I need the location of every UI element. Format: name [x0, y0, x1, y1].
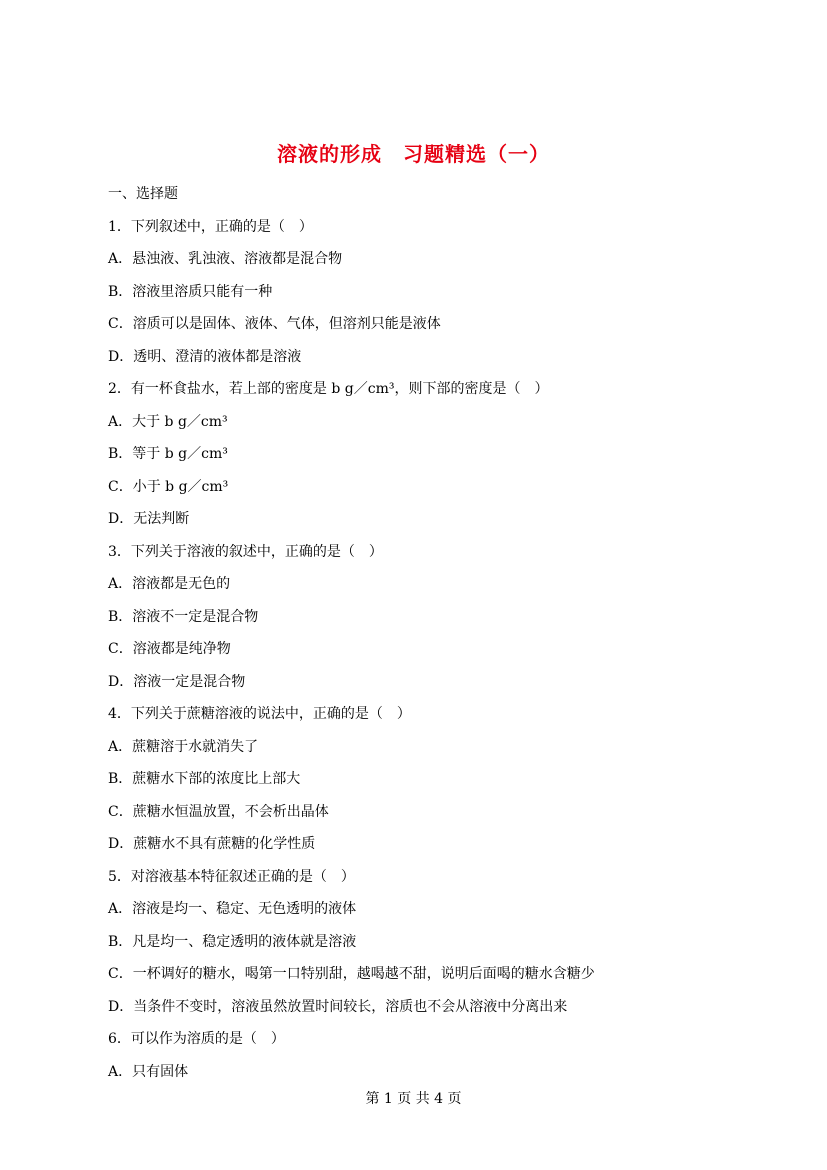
option-3a: A．溶液都是无色的: [108, 576, 231, 592]
option-2d: D．无法判断: [108, 511, 190, 527]
option-5d: D．当条件不变时，溶液虽然放置时间较长，溶质也不会从溶液中分离出来: [108, 999, 568, 1015]
page-title: 溶液的形成 习题精选（一）: [277, 142, 550, 166]
option-4a: A．蔗糖溶于水就消失了: [108, 739, 259, 755]
question-2: 2．有一杯食盐水，若上部的密度是 b g／cm³，则下部的密度是（ ）: [108, 381, 549, 397]
section-heading: 一、选择题: [108, 186, 178, 202]
option-5a: A．溶液是均一、稳定、无色透明的液体: [108, 901, 357, 917]
option-2c: C．小于 b g／cm³: [108, 479, 229, 495]
question-3: 3．下列关于溶液的叙述中，正确的是（ ）: [108, 544, 383, 560]
option-2a: A．大于 b g／cm³: [108, 414, 228, 430]
question-5: 5．对溶液基本特征叙述正确的是（ ）: [108, 869, 355, 885]
option-1a: A．悬浊液、乳浊液、溶液都是混合物: [108, 251, 343, 267]
option-3c: C．溶液都是纯净物: [108, 641, 231, 657]
option-2b: B．等于 b g／cm³: [108, 446, 228, 462]
question-1: 1．下列叙述中，正确的是（ ）: [108, 219, 313, 235]
option-1d: D．透明、澄清的液体都是溶液: [108, 349, 302, 365]
option-3b: B．溶液不一定是混合物: [108, 609, 259, 625]
question-4: 4．下列关于蔗糖溶液的说法中，正确的是（ ）: [108, 706, 411, 722]
page-footer: 第 1 页 共 4 页: [365, 1091, 462, 1107]
option-4b: B．蔗糖水下部的浓度比上部大: [108, 771, 301, 787]
question-6: 6．可以作为溶质的是（ ）: [108, 1031, 285, 1047]
option-1b: B．溶液里溶质只能有一种: [108, 284, 273, 300]
option-1c: C．溶质可以是固体、液体、气体，但溶剂只能是液体: [108, 316, 441, 332]
option-4d: D．蔗糖水不具有蔗糖的化学性质: [108, 836, 316, 852]
option-4c: C．蔗糖水恒温放置，不会析出晶体: [108, 804, 329, 820]
option-3d: D．溶液一定是混合物: [108, 674, 246, 690]
option-5b: B．凡是均一、稳定透明的液体就是溶液: [108, 934, 357, 950]
option-6a: A．只有固体: [108, 1064, 189, 1080]
option-5c: C．一杯调好的糖水，喝第一口特别甜，越喝越不甜，说明后面喝的糖水含糖少: [108, 966, 595, 982]
